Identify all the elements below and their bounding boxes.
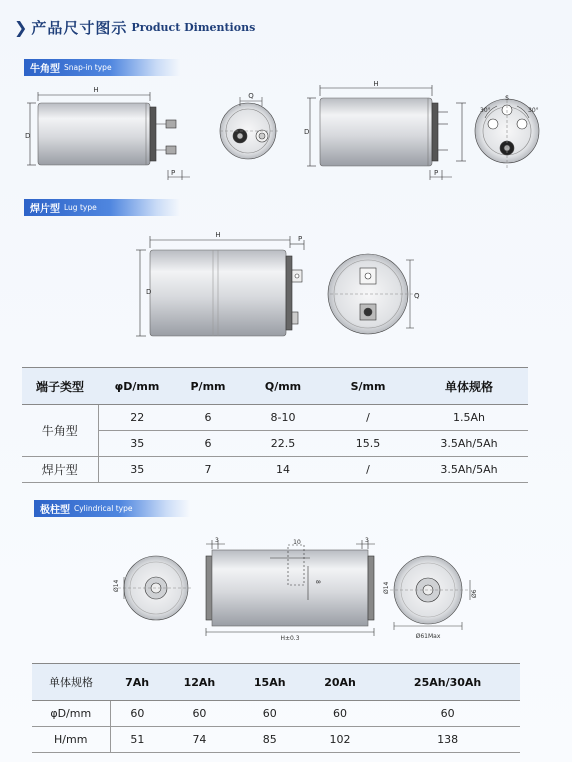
col-header: 15Ah (235, 664, 305, 701)
dim-angle-left: 30° (480, 107, 491, 114)
cell-q: 8-10 (240, 405, 326, 431)
lug-end-view (328, 254, 420, 334)
dim-8: 8 (314, 580, 321, 584)
table-row (22, 457, 528, 483)
dim-h-lug: H (215, 231, 221, 239)
section-label-en: Snap-in type (64, 63, 112, 72)
section-label-cn: 极柱型 (40, 505, 70, 516)
table-row (22, 431, 528, 457)
dim-p-2: P (434, 169, 439, 177)
col-header: 20Ah (305, 664, 375, 701)
dim-d-2: D (304, 128, 310, 136)
dim-p: P (171, 169, 176, 177)
cylindrical-right-end-view (390, 556, 470, 630)
col-header: φD/mm (98, 368, 176, 405)
dim-q-lug: Q (414, 292, 420, 300)
cell-value: 60 (375, 701, 520, 727)
row-label: φD/mm (32, 701, 110, 727)
dim-10: 10 (293, 539, 301, 546)
cell-p: 6 (176, 431, 240, 457)
snap-in-end-view-2 (475, 95, 539, 168)
lug-side-view (136, 236, 304, 336)
section-label-en: Cylindrical type (74, 504, 133, 513)
col-header: Q/mm (240, 368, 326, 405)
section-label-cn: 焊片型 (30, 204, 60, 215)
col-header: 单体规格 (32, 664, 110, 701)
cell-spec: 3.5Ah/5Ah (410, 431, 528, 457)
table-row (32, 727, 520, 753)
dim-h-2: H (373, 80, 379, 88)
dim-h: H (93, 86, 99, 94)
table-row (22, 405, 528, 431)
row-type: 牛角型 (22, 405, 98, 457)
chevron-right-icon: ❯ (14, 17, 28, 37)
dim-d-lug: D (146, 288, 152, 296)
title-en: Product Dimentions (131, 20, 256, 34)
cell-p: 7 (176, 457, 240, 483)
cell-value: 102 (305, 727, 375, 753)
cell-value: 60 (110, 701, 164, 727)
dim-d61max: Ø61Max (415, 633, 441, 640)
terminal-spec-table (22, 367, 528, 483)
dim-h03: H±0.3 (280, 635, 300, 642)
dim-d14-left: Ø14 (113, 579, 120, 592)
dim-p-lug: P (298, 235, 303, 243)
section-label-en: Lug type (64, 203, 97, 212)
cell-s: / (326, 405, 410, 431)
cell-s: / (326, 457, 410, 483)
cell-value: 51 (110, 727, 164, 753)
cell-value: 85 (235, 727, 305, 753)
row-type: 焊片型 (22, 457, 98, 483)
dim-phi14: Ø14 (383, 581, 390, 594)
dim-angle-right: 30° (528, 107, 539, 114)
cylindrical-left-end-view (118, 556, 192, 620)
cell-spec: 1.5Ah (410, 405, 528, 431)
dim-3-right: 3 (365, 537, 369, 544)
col-header: 端子类型 (22, 368, 98, 405)
cell-value: 60 (235, 701, 305, 727)
table-header-row (22, 368, 528, 405)
col-header: P/mm (176, 368, 240, 405)
table-header-row (32, 664, 520, 701)
cell-value: 138 (375, 727, 520, 753)
title-cn: 产品尺寸图示 (31, 18, 128, 37)
dim-q: Q (248, 92, 254, 100)
col-header: 7Ah (110, 664, 164, 701)
cell-value: 74 (164, 727, 234, 753)
row-label: H/mm (32, 727, 110, 753)
cylindrical-spec-table (32, 663, 520, 753)
dim-s: S (505, 95, 509, 102)
cell-d: 35 (98, 457, 176, 483)
snap-in-side-view-2 (307, 85, 466, 180)
cylindrical-side-view (206, 540, 375, 636)
cell-d: 22 (98, 405, 176, 431)
cell-s: 15.5 (326, 431, 410, 457)
dim-d6: Ø6 (471, 589, 478, 598)
snap-in-end-view (220, 97, 278, 159)
table-row (32, 701, 520, 727)
cell-value: 60 (305, 701, 375, 727)
section-label-cn: 牛角型 (30, 64, 60, 75)
col-header: S/mm (326, 368, 410, 405)
col-header: 12Ah (164, 664, 234, 701)
dim-3-left: 3 (215, 537, 219, 544)
col-header: 25Ah/30Ah (375, 664, 520, 701)
dim-d: D (25, 132, 31, 140)
cell-value: 60 (164, 701, 234, 727)
cell-q: 22.5 (240, 431, 326, 457)
snap-in-side-view (27, 92, 190, 180)
cell-q: 14 (240, 457, 326, 483)
cell-p: 6 (176, 405, 240, 431)
col-header: 单体规格 (410, 368, 528, 405)
cell-d: 35 (98, 431, 176, 457)
cell-spec: 3.5Ah/5Ah (410, 457, 528, 483)
